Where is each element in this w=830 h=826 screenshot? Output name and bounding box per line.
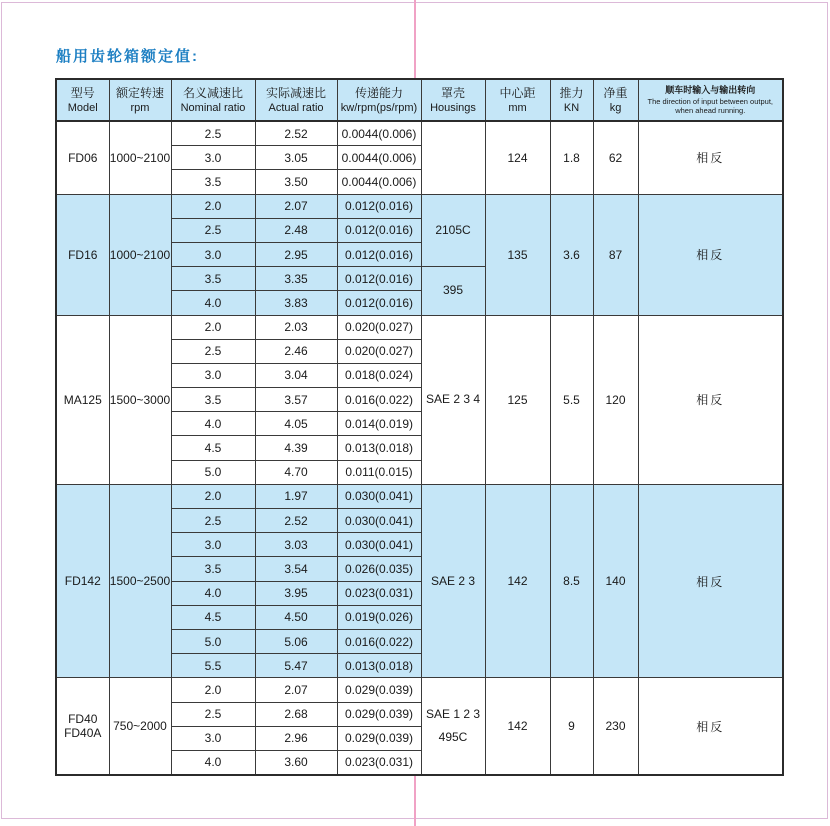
header-model-zh: 型号 xyxy=(70,86,95,101)
actual-ratio-cell: 3.05 xyxy=(255,146,337,170)
header-direction xyxy=(638,79,783,121)
capacity-cell: 0.012(0.016) xyxy=(337,218,421,242)
nominal-ratio-cell: 2.5 xyxy=(171,339,255,363)
actual-ratio-cell: 3.57 xyxy=(255,388,337,412)
actual-ratio-cell: 4.50 xyxy=(255,605,337,629)
spec-row xyxy=(56,678,783,702)
nominal-ratio-cell: 2.5 xyxy=(171,702,255,726)
nominal-ratio-cell: 4.5 xyxy=(171,605,255,629)
actual-ratio-cell: 3.60 xyxy=(255,750,337,775)
header-thrust-en: KN xyxy=(563,102,580,115)
capacity-cell: 0.0044(0.006) xyxy=(337,121,421,146)
capacity-cell: 0.012(0.016) xyxy=(337,267,421,291)
capacity-cell: 0.029(0.039) xyxy=(337,678,421,702)
capacity-cell: 0.016(0.022) xyxy=(337,388,421,412)
nominal-ratio-cell: 3.5 xyxy=(171,267,255,291)
thrust-cell: 9 xyxy=(550,678,593,775)
actual-ratio-cell: 4.70 xyxy=(255,460,337,484)
header-actual-ratio-zh: 实际减速比 xyxy=(265,86,326,101)
nominal-ratio-cell: 3.0 xyxy=(171,242,255,266)
header-capacity-en: kw/rpm(ps/rpm) xyxy=(340,102,418,115)
gearbox-spec-table xyxy=(55,78,784,776)
capacity-cell: 0.011(0.015) xyxy=(337,460,421,484)
model-cell: FD16 xyxy=(56,194,109,315)
center-distance-cell: 124 xyxy=(485,121,550,194)
thrust-cell: 5.5 xyxy=(550,315,593,484)
header-housings-en: Housings xyxy=(430,102,476,115)
direction-cell: 相反 xyxy=(638,484,783,678)
model-cell: FD142 xyxy=(56,484,109,678)
capacity-cell: 0.018(0.024) xyxy=(337,363,421,387)
actual-ratio-cell: 3.35 xyxy=(255,267,337,291)
capacity-cell: 0.012(0.016) xyxy=(337,242,421,266)
header-thrust-zh: 推力 xyxy=(559,86,584,101)
actual-ratio-cell: 2.68 xyxy=(255,702,337,726)
header-net-weight-en: kg xyxy=(609,102,622,115)
actual-ratio-cell: 2.95 xyxy=(255,242,337,266)
capacity-cell: 0.012(0.016) xyxy=(337,291,421,315)
spec-row xyxy=(56,484,783,508)
nominal-ratio-cell: 4.0 xyxy=(171,412,255,436)
header-nominal-ratio-en: Nominal ratio xyxy=(180,102,246,115)
header-rpm-en: rpm xyxy=(130,102,150,115)
nominal-ratio-cell: 2.0 xyxy=(171,678,255,702)
center-distance-cell: 142 xyxy=(485,678,550,775)
header-center-distance xyxy=(485,79,550,121)
header-model xyxy=(56,79,109,121)
capacity-cell: 0.030(0.041) xyxy=(337,509,421,533)
housing-cell: SAE 2 3 xyxy=(421,484,485,678)
nominal-ratio-cell: 3.5 xyxy=(171,388,255,412)
header-actual-ratio xyxy=(255,79,337,121)
actual-ratio-cell: 3.95 xyxy=(255,581,337,605)
model-cell: FD40 FD40A xyxy=(56,678,109,775)
nominal-ratio-cell: 3.0 xyxy=(171,146,255,170)
rpm-cell: 1500~2500 xyxy=(109,484,171,678)
header-nominal-ratio-zh: 名义减速比 xyxy=(182,86,243,101)
header-direction-zh: 顺车时输入与输出转向 xyxy=(665,85,756,96)
capacity-cell: 0.012(0.016) xyxy=(337,194,421,218)
actual-ratio-cell: 2.07 xyxy=(255,678,337,702)
actual-ratio-cell: 5.06 xyxy=(255,629,337,653)
nominal-ratio-cell: 4.0 xyxy=(171,750,255,775)
capacity-cell: 0.020(0.027) xyxy=(337,339,421,363)
header-actual-ratio-en: Actual ratio xyxy=(268,102,324,115)
nominal-ratio-cell: 2.5 xyxy=(171,121,255,146)
capacity-cell: 0.013(0.018) xyxy=(337,436,421,460)
capacity-cell: 0.020(0.027) xyxy=(337,315,421,339)
nominal-ratio-cell: 2.5 xyxy=(171,509,255,533)
nominal-ratio-cell: 4.5 xyxy=(171,436,255,460)
nominal-ratio-cell: 3.5 xyxy=(171,170,255,194)
header-housings xyxy=(421,79,485,121)
header-rpm xyxy=(109,79,171,121)
rpm-cell: 750~2000 xyxy=(109,678,171,775)
weight-cell: 140 xyxy=(593,484,638,678)
header-nominal-ratio xyxy=(171,79,255,121)
nominal-ratio-cell: 2.0 xyxy=(171,484,255,508)
actual-ratio-cell: 4.39 xyxy=(255,436,337,460)
header-net-weight xyxy=(593,79,638,121)
thrust-cell: 8.5 xyxy=(550,484,593,678)
actual-ratio-cell: 4.05 xyxy=(255,412,337,436)
rpm-cell: 1000~2100 xyxy=(109,194,171,315)
housing-cell: SAE 1 2 3 495C xyxy=(421,678,485,775)
actual-ratio-cell: 3.54 xyxy=(255,557,337,581)
nominal-ratio-cell: 5.0 xyxy=(171,629,255,653)
capacity-cell: 0.013(0.018) xyxy=(337,654,421,678)
capacity-cell: 0.029(0.039) xyxy=(337,702,421,726)
header-capacity xyxy=(337,79,421,121)
model-cell: FD06 xyxy=(56,121,109,194)
actual-ratio-cell: 3.83 xyxy=(255,291,337,315)
direction-cell: 相反 xyxy=(638,121,783,194)
nominal-ratio-cell: 3.0 xyxy=(171,533,255,557)
capacity-cell: 0.0044(0.006) xyxy=(337,146,421,170)
nominal-ratio-cell: 4.0 xyxy=(171,291,255,315)
nominal-ratio-cell: 2.0 xyxy=(171,315,255,339)
nominal-ratio-cell: 4.0 xyxy=(171,581,255,605)
actual-ratio-cell: 3.50 xyxy=(255,170,337,194)
center-distance-cell: 125 xyxy=(485,315,550,484)
model-cell: MA125 xyxy=(56,315,109,484)
header-thrust xyxy=(550,79,593,121)
actual-ratio-cell: 3.04 xyxy=(255,363,337,387)
actual-ratio-cell: 2.48 xyxy=(255,218,337,242)
capacity-cell: 0.023(0.031) xyxy=(337,750,421,775)
capacity-cell: 0.026(0.035) xyxy=(337,557,421,581)
table-header xyxy=(56,79,783,121)
nominal-ratio-cell: 3.0 xyxy=(171,363,255,387)
thrust-cell: 1.8 xyxy=(550,121,593,194)
actual-ratio-cell: 2.07 xyxy=(255,194,337,218)
spec-row xyxy=(56,121,783,146)
housing-cell: 2105C xyxy=(421,194,485,267)
housing-cell: SAE 2 3 4 xyxy=(421,315,485,484)
header-center-distance-en: mm xyxy=(508,102,527,115)
capacity-cell: 0.014(0.019) xyxy=(337,412,421,436)
direction-cell: 相反 xyxy=(638,678,783,775)
table-body xyxy=(56,121,783,775)
header-direction-en: The direction of input between output, when ahead running. xyxy=(647,96,773,116)
direction-cell: 相反 xyxy=(638,315,783,484)
page-title: 船用齿轮箱额定值: xyxy=(56,48,199,65)
nominal-ratio-cell: 3.5 xyxy=(171,557,255,581)
capacity-cell: 0.0044(0.006) xyxy=(337,170,421,194)
weight-cell: 62 xyxy=(593,121,638,194)
capacity-cell: 0.030(0.041) xyxy=(337,484,421,508)
weight-cell: 230 xyxy=(593,678,638,775)
nominal-ratio-cell: 5.0 xyxy=(171,460,255,484)
actual-ratio-cell: 3.03 xyxy=(255,533,337,557)
rpm-cell: 1500~3000 xyxy=(109,315,171,484)
nominal-ratio-cell: 2.5 xyxy=(171,218,255,242)
actual-ratio-cell: 1.97 xyxy=(255,484,337,508)
header-housings-zh: 罩壳 xyxy=(440,86,465,101)
nominal-ratio-cell: 3.0 xyxy=(171,726,255,750)
spec-row xyxy=(56,315,783,339)
direction-cell: 相反 xyxy=(638,194,783,315)
header-capacity-zh: 传递能力 xyxy=(354,86,403,101)
actual-ratio-cell: 2.46 xyxy=(255,339,337,363)
actual-ratio-cell: 2.96 xyxy=(255,726,337,750)
capacity-cell: 0.019(0.026) xyxy=(337,605,421,629)
actual-ratio-cell: 2.03 xyxy=(255,315,337,339)
capacity-cell: 0.030(0.041) xyxy=(337,533,421,557)
weight-cell: 120 xyxy=(593,315,638,484)
actual-ratio-cell: 2.52 xyxy=(255,509,337,533)
header-net-weight-zh: 净重 xyxy=(603,86,628,101)
center-distance-cell: 135 xyxy=(485,194,550,315)
actual-ratio-cell: 5.47 xyxy=(255,654,337,678)
capacity-cell: 0.029(0.039) xyxy=(337,726,421,750)
spec-row xyxy=(56,194,783,218)
capacity-cell: 0.016(0.022) xyxy=(337,629,421,653)
nominal-ratio-cell: 2.0 xyxy=(171,194,255,218)
header-center-distance-zh: 中心距 xyxy=(499,86,536,101)
housing-cell xyxy=(421,121,485,194)
nominal-ratio-cell: 5.5 xyxy=(171,654,255,678)
housing-cell: 395 xyxy=(421,267,485,315)
header-rpm-zh: 额定转速 xyxy=(115,86,164,101)
header-row xyxy=(56,79,783,121)
capacity-cell: 0.023(0.031) xyxy=(337,581,421,605)
thrust-cell: 3.6 xyxy=(550,194,593,315)
rpm-cell: 1000~2100 xyxy=(109,121,171,194)
weight-cell: 87 xyxy=(593,194,638,315)
center-distance-cell: 142 xyxy=(485,484,550,678)
header-model-en: Model xyxy=(67,102,98,115)
actual-ratio-cell: 2.52 xyxy=(255,121,337,146)
